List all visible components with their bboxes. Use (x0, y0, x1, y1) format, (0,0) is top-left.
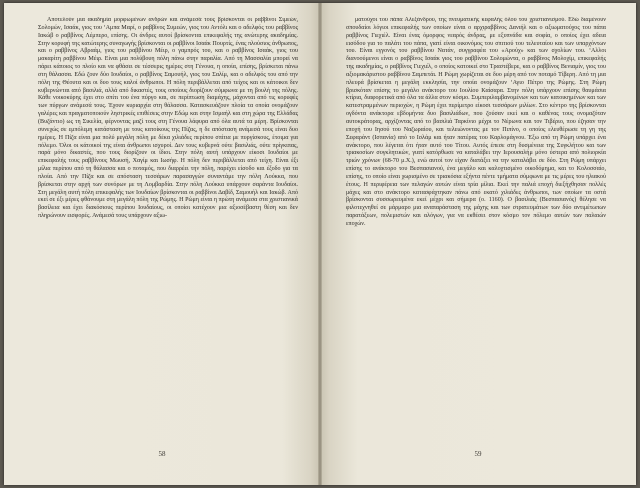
right-page (320, 3, 636, 485)
left-page-number: 58 (158, 450, 166, 458)
book-spread (4, 3, 636, 485)
right-page-number: 59 (474, 450, 482, 458)
right-page-text: ματούχοι του πάπα Αλεξάνδρου, της πνευματικής κεφαλής όλου του χριστιανισμού. Εδώ διαμένουν σπουδαίοι λόγιοι επικεφαλής των οποίων είναι ο αρχιραββίνος Δανιήλ και ο αξιωματούχος του πάπα ραββίνος Γιεχιέλ. Είναι ένας όμορφος νεαρός άνδρας, με εξυπνάδα και σοφία, ο οποίος έχει αδεια εισόδου για το παλάτι του πάπα, γιατί είναι οικονόμος του σπιτιού του τελευταίου και των υπαρχόντων του. Είναι εγγονός του ραββίνου Νατάν, συγγραφέα του «Αρούχ» και των σχολίων του. ‘Αλλοι διανοούμενοι είναι ο ραββίνος Ισαάκ γιος του ραββίνου Σολομώντα, ο ραββίνος Μολοχίμ, επικεφαλής της ακαδημίας, ο ραββίνος Γιεχιέλ, ο οποίος κατοικεί στο Τραστέβερε, και ο ραββίνος Βενιαμίν, γιος του αξιομακάριστου ραββίνου Σαμπετάι. Η Ρώμη χωρίζεται σε δυο μέρη από τον ποταμό Τίβερη. Από τη μια πλευρά βρίσκεται η μεγάλη εκκλησία, την οποία ονομάζουν ‘Αγιο Πέτρο της Ρώμης. Στη Ρώμη βρισκόταν επίσης το μεγάλο ανάκτορο του Ιουλίου Καίσαρα. Στην πόλη υπάρχουν επίσης θαυμάσια κτίρια, διαφορετικά από όλα τα άλλα στον κόσμο. Συμπεριλαμβανομένων και των κατοικημένων και των κατεστραμμένων περιοχών, η Ρώμη έχει περίμετρο είκοσι τεσσάρων μιλίων. Στο κέντρο της βρίσκονται ογδόντα ανάκτορα εβδομήντα δυο βασιλιάδων, που ζούσαν εκεί και ο καθένας τους ονομαζόταν αυτοκράτορας, αρχίζοντας από το βασιλιά Ταρκίνιο μέχρι το Νέρωνα και τον Τιβέριο, που έζησαν την εποχή του Ιησού του Ναζωραίου, και τελειώνοντας με τον Πιπίνο, ο οποίος ελευθέρωσε τη γη της Σεφαράντ (Ισπανία) από το Ισλάμ και ήταν πατέρας του Καρλομάγνου. Έξω από τη Ρώμη υπάρχει ένα ανάκτορο, που λέγεται ότι ήταν αυτό του Τίτου. Αυτός έπεσε στη δυσμένεια της Συγκλήτου και των τριακοσίων συγκλητικών, γιατί κατόρθωσε να καταλάβει την Ιερουσαλήμ μόνο ύστερα από πολιορκία τριών χρόνων (68-70 μ.Χ.), ενώ αυτοί τον είχαν διατάξει να την καταλάβει σε δύο. Στη Ρώμη υπάρχει επίσης το ανάκτορο του Βεσπασιανού, ένα μεγάλο και καλοχτισμένο οικοδόμημα, και το Κολοσσαίο, επίσης, το οποίο είναι χωρισμένο σε τριακόσια εξήντα πέντε τμήματα σύμφωνα με τις μέρες του ηλιακού έτους. Η περιφέρεια των πελαγών αυτών είναι τρία μίλια. Εκεί την παλιά εποχή διεξήχθησαν πολλές μάχες και στο ανάκτορο κατασφάχτηκαν πάνω από εκατό χιλιάδες άνθρωποι, των οποίων τα οστά βρίσκονται συσσωρευμένα εκεί μέχρι και σήμερα (ο. 1160). Ο βασιλιάς (Βεσπασιανός) θέλησε να φιλοτεχνηθεί σε μάρμαρο μια αναπαράσταση της μάχης και των στρατευμάτων των δύο αντιμέτωπων παρατάξεων, πολεμιστών και αλόγων, για να εκθέσει στον κόσμο τον πόλεμο αυτών των παλαιών εποχών. (346, 17, 606, 227)
book-gutter (318, 3, 322, 485)
left-page-text: Αποτελούν μια ακαδημία μορφωμένων ανδρών και ανάμεσά τους βρίσκονται οι ραββίνοι Σιμεών, Σολομών, Ισαάκ, γιος του ‘Αμπα Μαρί, ο ραββίνος Συμεών, γιος του Αντόλι και ο αδελφός του ραββίνος Ιακώβ ο ραββίνος Λέμπερο, επίσης. Οι άνδρες αυτοί βρίσκονται επικεφαλής της ανώτερης ακαδημίας. Στην κορυφή της κατώτερης συναγωγής βρίσκονται οι ραββίνοι Ισαάκ Πουρτίς, ένας πλούσιος άνθρωπος, και ο ραββίνος Αβραάμ, γιος του ραββίνου Μέιρ, ο γαμπρός του, και ο ραββίνος Ισαάκ, γιος του μακαρίτη ραββίνου Μέιρ. Είναι μια πολύβουη πόλη πάνω στην παραλία. Από τη Μασσαλία μπορεί να πάρει κάποιος το πλοίο και να φθάσει σε τέσσερις ημέρες στη Γένουα, η οποία, επίσης, βρίσκεται πάνω στη θάλασσα. Εδώ ζουν δύο Ιουδαίοι, ο ραββίνος Σαμουήλ, γιος του Σαλίμ, και ο αδελφός του από την πόλη της Θέουτα και οι δυο τους καλοί άνθρωποι. Η πόλη περιβάλλεται από τείχος και οι κάτοικοι δεν κυβερνώνται από βασιλιά, αλλά από δικαστές, τους οποίους διορίζουν σύμφωνα με τη βουλή της πόλης. Κάθε νοικοκύρης έχει στο σπίτι του ένα πύργο και, σε περίπτωση διαμάχης, μάχονται από τις κορυφές των πύργων ανάμεσά τους. Έχουν κυριαρχία στη θάλασσα. Κατασκευάζουν πλοία τα οποία ονομάζουν γαλέρες και πραγματοποιούν ληστρικές επιθέσεις στην Εδώμ και στην Ισμαήλ και στη χώρα της Ελλάδας (Βυζάντιο) ως τη Σικελία, φέρνοντας μαζί τους στη Γένουα λάφυρα από όλα αυτά τα μέρη. Βρίσκονται συνεχώς σε εμπόλεμη κατάσταση με τους κατοίκους της Πίζας, η δε απόσταση ανάμεσά τους είναι δυο ημέρες. Η Πίζα είναι μια πολύ μεγάλη πόλη με δέκα χιλιάδες περίπου σπίτια με πυργίσκους, έτοιμα για πόλεμο. Όλοι οι κάτοικοί της είναι άνθρωποι ισχυροί. Δεν τους κυβερνά ούτε βασιλιάς, ούτε πρίγκιπας, παρά μόνο δικαστές, που τους διορίζουν οι ίδιοι. Στην πόλη αυτή υπάρχουν είκοσι Ιουδαίοι με επικεφαλής τους ραββίνους Μωυσή, Χαγίμ και Ιωσήφ. Η πόλη δεν περιβάλλεται από τείχη. Είναι έξι μίλια περίπου από τη θάλασσα και ο ποταμός, που διαρρέει την πόλη, παρέχει είσοδο και έξοδο για τα πλοία. Από την Πίζα και σε απόσταση τεσσάρων παρασαγγών συναντάμε την πόλη Λούκκα, που βρίσκεται στην αρχή των συνόρων με τη Λομβαρδία. Στην πόλη Λούκκα υπάρχουν σαράντα Ιουδαίοι. Στη μεγάλη αυτή πόλη επικεφαλής των Ιουδαίων βρίσκονται οι ραββίνοι Δαβίδ, Σαμουήλ και Ιακώβ. Από εκεί σε έξι μέρες φθάνουμε στη μεγάλη πόλη της Ρώμης. Η Ρώμη είναι η πρώτη ανάμεσα στα χριστιανικά βασίλεια και έχει διακόσιους περίπου Ιουδαίους, οι οποίοι κατέχουν μια αξιοσέβαστη θέση και δεν πληρώνουν εισφορές. Ανάμεσά τους υπάρχουν αξιω- (38, 17, 298, 220)
left-page (4, 3, 320, 485)
